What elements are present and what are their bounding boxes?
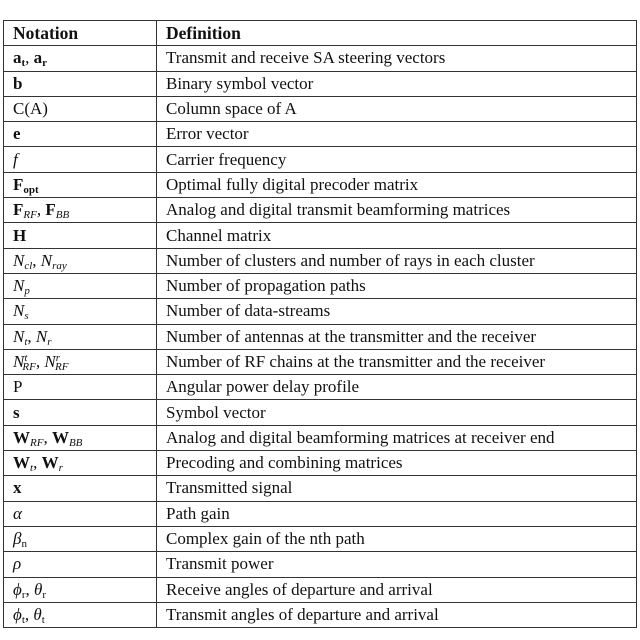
table-row: [4, 46, 637, 71]
symbol-base: ϕ: [13, 579, 22, 599]
notation-symbol: [13, 605, 25, 624]
notation-cell: [4, 451, 157, 476]
table-row: [4, 451, 637, 476]
symbol-base: ,: [36, 200, 46, 220]
notation-cell: [4, 46, 157, 71]
symbol-base: ,: [43, 427, 52, 447]
definition-cell: Optimal fully digital precoder matrix: [157, 172, 637, 197]
notation-symbol: [13, 428, 43, 447]
definition-cell: Analog and digital beamforming matrices at receiver end: [157, 425, 637, 450]
table-row: [4, 400, 637, 425]
definition-cell: Receive angles of departure and arrival: [157, 577, 637, 602]
notation-cell: [4, 273, 157, 298]
subscript: RF: [22, 361, 36, 373]
notation-cell: [4, 172, 157, 197]
subscript: r: [58, 462, 63, 475]
symbol-base: C(A): [13, 99, 48, 119]
definition-cell: Number of RF chains at the transmitter and the receiver: [157, 349, 637, 374]
symbol-base: N: [35, 326, 48, 346]
notation-symbol: [13, 74, 22, 93]
notation-cell: [4, 248, 157, 273]
subscript: cl: [24, 259, 33, 272]
definition-cell: Angular power delay profile: [157, 375, 637, 400]
symbol-base: N: [13, 301, 25, 321]
notation-symbol: [13, 352, 36, 371]
symbol-base: F: [13, 200, 24, 220]
notation-symbol: [13, 377, 22, 396]
definition-cell: Analog and digital transmit beamforming matrices: [157, 198, 637, 223]
notation-symbol: [13, 529, 27, 551]
notation-symbol: [13, 453, 34, 475]
subscript: opt: [23, 183, 39, 196]
notation-cell: [4, 526, 157, 551]
definition-cell: Transmit angles of departure and arrival: [157, 602, 637, 627]
symbol-base: F: [13, 174, 24, 194]
notation-cell: [4, 400, 157, 425]
symbol-base: α: [13, 503, 22, 523]
table-row: [4, 375, 637, 400]
table-header-row: [4, 21, 637, 46]
notation-symbol: [13, 554, 21, 573]
definition-cell: Number of clusters and number of rays in each cluster: [157, 248, 637, 273]
table-row: [4, 501, 637, 526]
definition-cell: Number of data-streams: [157, 299, 637, 324]
symbol-base: W: [41, 453, 59, 473]
notation-symbol: [33, 605, 44, 624]
notation-cell: [4, 375, 157, 400]
subscript: n: [21, 538, 27, 551]
notation-symbol: [52, 428, 82, 447]
symbol-base: ,: [33, 453, 42, 473]
subscript: t: [30, 462, 34, 475]
subscript: t: [21, 613, 25, 626]
notation-symbol: [13, 327, 27, 346]
symbol-base: ,: [35, 352, 45, 371]
subscript: t: [21, 57, 26, 70]
notation-cell: [4, 198, 157, 223]
notation-symbol: [36, 327, 52, 346]
definition-cell: Symbol vector: [157, 400, 637, 425]
table-row: [4, 198, 637, 223]
notation-symbol: [13, 48, 26, 70]
table-row: [4, 602, 637, 627]
notation-cell: [4, 425, 157, 450]
subscript: ray: [52, 259, 67, 272]
symbol-base: ,: [24, 604, 34, 624]
table-row: [4, 248, 637, 273]
notation-cell: [4, 349, 157, 374]
symbol-base: ,: [27, 326, 36, 346]
definition-cell: Column space of A: [157, 96, 637, 121]
notation-symbol: [13, 276, 30, 298]
definition-cell: Transmit and receive SA steering vectors: [157, 46, 637, 71]
notation-table: [3, 20, 637, 628]
header-notation: Notation: [4, 21, 157, 46]
symbol-base: s: [13, 402, 20, 422]
notation-symbol: [13, 504, 22, 523]
definition-cell: Number of antennas at the transmitter and the receiver: [157, 324, 637, 349]
table-row: [4, 172, 637, 197]
table-row: [4, 577, 637, 602]
notation-cell: [4, 122, 157, 147]
notation-symbol: [13, 478, 22, 497]
symbol-base: a: [33, 48, 43, 68]
notation-cell: [4, 501, 157, 526]
symbol-base: N: [13, 276, 25, 296]
subscript: t: [41, 613, 45, 626]
notation-symbol: [32, 251, 41, 270]
notation-cell: [4, 602, 157, 627]
superscript: t: [24, 352, 28, 364]
symbol-base: N: [44, 352, 56, 371]
symbol-base: N: [13, 352, 25, 371]
subscript: t: [24, 335, 28, 348]
table-row: [4, 476, 637, 501]
table-row: [4, 299, 637, 324]
notation-symbol: [13, 251, 32, 270]
subscript: r: [42, 588, 47, 601]
symbol-base: W: [13, 427, 30, 447]
symbol-base: θ: [33, 604, 42, 624]
notation-symbol: [27, 327, 36, 346]
symbol-base: x: [13, 478, 22, 498]
symbol-base: W: [13, 453, 30, 473]
definition-cell: Channel matrix: [157, 223, 637, 248]
notation-cell: [4, 223, 157, 248]
table-row: [4, 273, 637, 298]
notation-symbol: [41, 453, 63, 475]
notation-symbol: [41, 251, 67, 270]
symbol-base: W: [51, 427, 69, 447]
notation-symbol: [13, 301, 29, 323]
notation-symbol: [25, 48, 34, 67]
definition-cell: Complex gain of the nth path: [157, 526, 637, 551]
definition-cell: Number of propagation paths: [157, 273, 637, 298]
subscript: RF: [54, 361, 69, 373]
table-row: [4, 552, 637, 577]
symbol-base: β: [13, 529, 22, 549]
notation-symbol: [33, 453, 42, 472]
symbol-base: N: [13, 326, 25, 346]
symbol-base: N: [13, 250, 25, 270]
symbol-base: ϕ: [13, 604, 22, 624]
definition-cell: Precoding and combining matrices: [157, 451, 637, 476]
symbol-base: H: [13, 225, 27, 245]
notation-symbol: [25, 580, 34, 599]
notation-cell: [4, 299, 157, 324]
notation-symbol: [13, 200, 37, 222]
notation-cell: [4, 147, 157, 172]
notation-cell: [4, 577, 157, 602]
symbol-base: b: [13, 73, 23, 93]
definition-cell: Transmitted signal: [157, 476, 637, 501]
notation-cell: [4, 552, 157, 577]
symbol-base: e: [13, 124, 21, 144]
notation-symbol: [13, 124, 21, 143]
superscript: r: [55, 352, 60, 364]
subscript: RF: [23, 209, 37, 222]
subscript: r: [21, 588, 26, 601]
notation-cell: [4, 324, 157, 349]
symbol-base: θ: [33, 579, 43, 599]
notation-symbol: [34, 580, 46, 599]
subscript: BB: [55, 209, 70, 222]
subscript: p: [24, 285, 30, 298]
table-row: [4, 96, 637, 121]
symbol-base: ,: [25, 579, 34, 599]
symbol-base: a: [13, 48, 22, 68]
table-row: [4, 223, 637, 248]
notation-symbol: [45, 200, 70, 222]
subscript: BB: [68, 436, 83, 449]
symbol-base: P: [13, 377, 23, 397]
notation-symbol: [43, 428, 52, 447]
notation-symbol: [13, 150, 18, 169]
notation-symbol: [13, 403, 20, 422]
table-row: [4, 526, 637, 551]
symbol-base: F: [45, 200, 56, 220]
notation-symbol: [13, 99, 48, 118]
definition-cell: Error vector: [157, 122, 637, 147]
notation-symbol: [33, 48, 48, 70]
subscript: s: [24, 310, 29, 323]
subscript: r: [42, 57, 48, 70]
notation-cell: [4, 476, 157, 501]
table-row: [4, 71, 637, 96]
notation-symbol: [13, 226, 26, 245]
symbol-base: ,: [25, 48, 34, 68]
notation-symbol: [13, 580, 25, 599]
notation-cell: [4, 96, 157, 121]
table-row: [4, 425, 637, 450]
subscript: RF: [30, 436, 44, 449]
header-definition: Definition: [157, 21, 637, 46]
symbol-base: ρ: [13, 554, 22, 574]
definition-cell: Transmit power: [157, 552, 637, 577]
notation-symbol: [13, 175, 39, 194]
definition-cell: Path gain: [157, 501, 637, 526]
notation-symbol: [44, 352, 68, 371]
table-row: [4, 324, 637, 349]
definition-cell: Carrier frequency: [157, 147, 637, 172]
symbol-base: N: [40, 250, 53, 270]
table-row: [4, 122, 637, 147]
definition-cell: Binary symbol vector: [157, 71, 637, 96]
symbol-base: f: [13, 149, 18, 169]
table-row: [4, 147, 637, 172]
symbol-base: ,: [32, 250, 41, 270]
table-row: [4, 349, 637, 374]
subscript: r: [47, 335, 52, 348]
notation-cell: [4, 71, 157, 96]
